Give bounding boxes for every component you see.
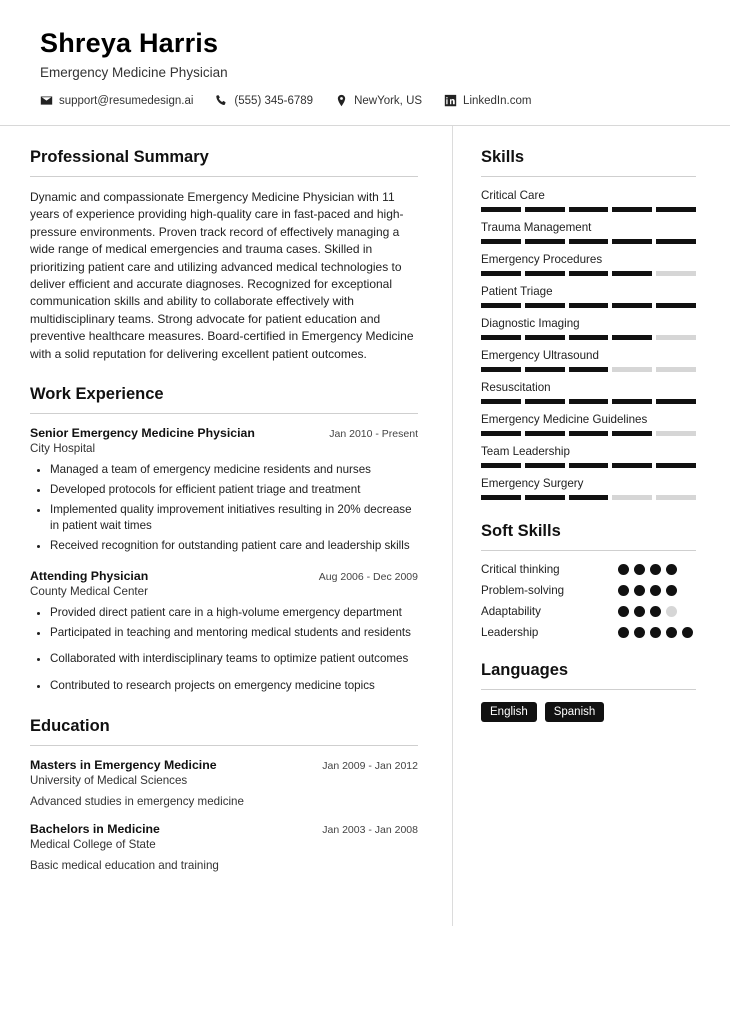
skill-level-segment	[481, 431, 521, 436]
rating-dot	[650, 627, 661, 638]
soft-skill-label: Leadership	[481, 626, 539, 639]
list-item: • Collaborated with interdisciplinary teams to optimize patient outcomes	[50, 651, 418, 668]
list-item: • Provided direct patient care in a high-volume emergency department	[50, 605, 418, 622]
education-entry	[30, 758, 418, 808]
skill-label: Trauma Management	[481, 221, 592, 234]
skill-label: Emergency Medicine Guidelines	[481, 413, 648, 426]
candidate-role: Emergency Medicine Physician	[40, 65, 228, 80]
skill-level-bar	[481, 335, 696, 340]
education-entry-date: Jan 2009 - Jan 2012	[322, 760, 418, 773]
rating-dot	[634, 606, 645, 617]
skill-level-segment	[569, 399, 609, 404]
experience-entry-title: Senior Emergency Medicine Physician	[30, 425, 255, 440]
experience-entry	[30, 569, 418, 695]
skill-level-segment	[525, 335, 565, 340]
rating-dot	[618, 585, 629, 596]
experience-divider	[30, 413, 418, 414]
rating-dot	[618, 627, 629, 638]
skill-level-segment	[481, 303, 521, 308]
soft-skill-item	[481, 626, 696, 639]
skill-level-segment	[569, 239, 609, 244]
skill-item	[481, 381, 696, 404]
skill-level-segment	[656, 495, 696, 500]
contact-location[interactable]	[335, 94, 422, 107]
skill-level-segment	[525, 495, 565, 500]
experience-entry-title: Attending Physician	[30, 568, 149, 583]
skill-level-segment	[612, 207, 652, 212]
education-entry-head	[30, 758, 418, 772]
skill-item	[481, 253, 696, 276]
education-entry	[30, 822, 418, 872]
skill-item	[481, 317, 696, 340]
skill-level-bar	[481, 495, 696, 500]
skill-level-segment	[656, 239, 696, 244]
skill-level-bar	[481, 239, 696, 244]
experience-heading: Work Experience	[30, 384, 164, 403]
skill-level-segment	[612, 399, 652, 404]
list-item: • Participated in teaching and mentoring medical students and residents	[50, 625, 418, 642]
skill-label: Emergency Procedures	[481, 253, 603, 266]
language-chip: Spanish	[545, 702, 605, 722]
skill-level-segment	[481, 239, 521, 244]
skill-level-segment	[481, 271, 521, 276]
section-professional-summary	[30, 148, 418, 363]
rating-dot	[650, 564, 661, 575]
rating-dot	[666, 564, 677, 575]
skill-level-segment	[525, 431, 565, 436]
skill-item	[481, 445, 696, 468]
languages-heading: Languages	[481, 661, 569, 679]
skill-level-segment	[525, 367, 565, 372]
skill-level-segment	[481, 335, 521, 340]
skill-level-segment	[525, 239, 565, 244]
section-skills	[481, 148, 696, 500]
skill-level-segment	[612, 367, 652, 372]
skill-label: Emergency Ultrasound	[481, 349, 599, 362]
experience-entry-bullets	[30, 605, 418, 695]
rating-dot	[634, 627, 645, 638]
experience-entry-bullets	[30, 462, 418, 555]
skill-level-segment	[656, 335, 696, 340]
contact-email[interactable]	[40, 94, 193, 107]
languages-list	[481, 702, 696, 722]
soft-skills-list	[481, 563, 696, 639]
section-education	[30, 717, 418, 872]
skill-level-segment	[612, 335, 652, 340]
skill-level-segment	[481, 367, 521, 372]
skill-level-bar	[481, 271, 696, 276]
contact-phone[interactable]	[215, 94, 313, 107]
experience-entry-date: Jan 2010 - Present	[329, 427, 418, 440]
contact-phone-text: (555) 345-6789	[234, 94, 314, 107]
skill-level-segment	[569, 335, 609, 340]
education-entry-title: Bachelors in Medicine	[30, 822, 160, 837]
rating-dot	[618, 606, 629, 617]
soft-skills-divider	[481, 550, 696, 551]
skill-label: Patient Triage	[481, 285, 553, 298]
section-languages	[481, 661, 696, 722]
skill-level-bar	[481, 399, 696, 404]
skill-item	[481, 221, 696, 244]
rating-dot	[682, 627, 693, 638]
skill-level-segment	[612, 239, 652, 244]
skills-divider	[481, 176, 696, 177]
skill-level-segment	[481, 399, 521, 404]
section-soft-skills	[481, 522, 696, 639]
rating-dot	[650, 606, 661, 617]
rating-dot	[666, 585, 677, 596]
skill-level-segment	[656, 463, 696, 468]
skill-label: Emergency Surgery	[481, 477, 584, 490]
education-divider	[30, 745, 418, 746]
experience-entry-head	[30, 569, 418, 583]
resume-body	[0, 126, 730, 926]
skill-level-segment	[569, 495, 609, 500]
skill-item	[481, 349, 696, 372]
skills-heading: Skills	[481, 148, 525, 166]
skill-level-segment	[525, 399, 565, 404]
envelope-icon	[40, 94, 53, 107]
list-item: • Received recognition for outstanding patient care and leadership skills	[50, 538, 418, 555]
sidebar-column	[452, 126, 730, 926]
skills-list	[481, 189, 696, 500]
soft-skill-rating	[618, 585, 696, 596]
section-work-experience	[30, 385, 418, 695]
skill-level-segment	[569, 367, 609, 372]
soft-skill-rating	[618, 606, 696, 617]
skill-label: Team Leadership	[481, 445, 570, 458]
skill-level-bar	[481, 207, 696, 212]
contact-email-text: support@resumedesign.ai	[59, 94, 194, 107]
soft-skill-label: Adaptability	[481, 605, 541, 618]
skill-item	[481, 477, 696, 500]
experience-entry	[30, 426, 418, 555]
skill-level-segment	[569, 207, 609, 212]
education-entry-organization: Medical College of State	[30, 838, 156, 852]
skill-level-bar	[481, 463, 696, 468]
education-heading: Education	[30, 717, 110, 736]
skill-level-segment	[481, 495, 521, 500]
location-pin-icon	[335, 94, 348, 107]
skill-level-segment	[569, 271, 609, 276]
skill-label: Resuscitation	[481, 381, 551, 394]
skill-level-segment	[481, 207, 521, 212]
rating-dot	[666, 606, 677, 617]
soft-skill-item	[481, 563, 696, 576]
skill-level-segment	[612, 303, 652, 308]
soft-skill-item	[481, 584, 696, 597]
skill-level-segment	[481, 463, 521, 468]
skill-label: Diagnostic Imaging	[481, 317, 580, 330]
skill-level-segment	[612, 495, 652, 500]
education-entry-title: Masters in Emergency Medicine	[30, 758, 217, 773]
soft-skill-rating	[618, 627, 696, 638]
experience-entry-head	[30, 426, 418, 440]
experience-entry-date: Aug 2006 - Dec 2009	[318, 570, 418, 583]
skill-item	[481, 285, 696, 308]
skill-level-segment	[656, 303, 696, 308]
rating-dot	[634, 585, 645, 596]
skill-level-segment	[656, 207, 696, 212]
list-item: • Managed a team of emergency medicine residents and nurses	[50, 462, 418, 479]
skill-level-bar	[481, 303, 696, 308]
skill-level-segment	[525, 207, 565, 212]
skill-level-segment	[656, 271, 696, 276]
skill-level-segment	[569, 463, 609, 468]
education-entry-date: Jan 2003 - Jan 2008	[322, 824, 418, 837]
skill-level-segment	[656, 399, 696, 404]
rating-dot	[650, 585, 661, 596]
list-item: • Contributed to research projects on emergency medicine topics	[50, 678, 418, 695]
resume-header	[0, 0, 730, 126]
contact-row	[40, 94, 690, 107]
skill-level-segment	[612, 463, 652, 468]
skill-level-segment	[525, 271, 565, 276]
skill-level-segment	[656, 431, 696, 436]
rating-dot	[666, 627, 677, 638]
contact-linkedin[interactable]	[444, 94, 531, 107]
soft-skill-label: Problem-solving	[481, 584, 565, 597]
candidate-name: Shreya Harris	[40, 28, 219, 58]
experience-entry-organization: City Hospital	[30, 441, 96, 455]
contact-location-text: NewYork, US	[354, 94, 423, 107]
summary-divider	[30, 176, 418, 177]
linkedin-icon	[444, 94, 457, 107]
language-chip: English	[481, 702, 537, 722]
list-item: • Developed protocols for efficient patient triage and treatment	[50, 482, 418, 499]
skill-level-bar	[481, 367, 696, 372]
summary-heading: Professional Summary	[30, 148, 209, 166]
phone-icon	[215, 94, 228, 107]
skill-label: Critical Care	[481, 189, 545, 202]
contact-linkedin-text: LinkedIn.com	[463, 94, 532, 107]
skill-level-bar	[481, 431, 696, 436]
soft-skill-label: Critical thinking	[481, 563, 560, 576]
skill-item	[481, 413, 696, 436]
rating-dot	[618, 564, 629, 575]
skill-level-segment	[569, 303, 609, 308]
rating-dot	[634, 564, 645, 575]
skill-level-segment	[612, 271, 652, 276]
languages-divider	[481, 689, 696, 690]
soft-skill-item	[481, 605, 696, 618]
skill-level-segment	[525, 303, 565, 308]
skill-level-segment	[612, 431, 652, 436]
skill-level-segment	[569, 431, 609, 436]
education-entry-note: Basic medical education and training	[30, 859, 219, 873]
skill-level-segment	[656, 367, 696, 372]
education-entry-note: Advanced studies in emergency medicine	[30, 795, 244, 809]
soft-skill-rating	[618, 564, 696, 575]
education-entry-organization: University of Medical Sciences	[30, 774, 188, 788]
experience-entry-organization: County Medical Center	[30, 584, 148, 598]
soft-skills-heading: Soft Skills	[481, 522, 561, 540]
list-item: • Implemented quality improvement initiatives resulting in 20% decrease in patient wait times	[50, 502, 418, 536]
skill-item	[481, 189, 696, 212]
summary-text: Dynamic and compassionate Emergency Medicine Physician with 11 years of experience providing high-quality care in fast-paced and high-pressure environments. Proven track record of effectively managing a wide range of medical emergencies and trauma cases. Skilled in prioritizing patient care and utilizing advanced medical technologies to deliver efficient and accurate diagnoses. Recognized for exceptional communication skills and ability to collaborate effectively with multidisciplinary teams. Strong advocate for patient education and preventive healthcare measures. Board-certified in Emergency Medicine with a solid reputation for delivering excellent patient outcomes.	[30, 190, 414, 361]
main-column	[0, 126, 452, 926]
skill-level-segment	[525, 463, 565, 468]
education-entry-head	[30, 822, 418, 836]
